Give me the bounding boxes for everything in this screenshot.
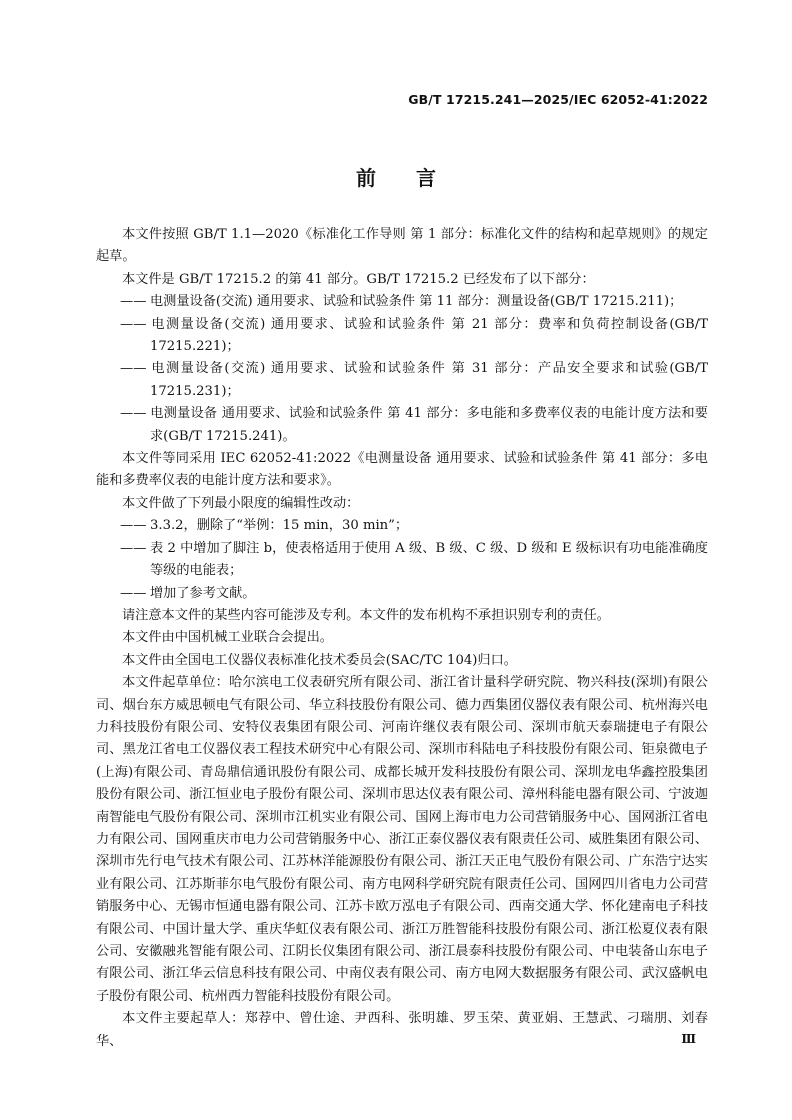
- list-item-part: [96, 358, 708, 403]
- dash-marker: ——: [120, 518, 147, 534]
- list-item-part: [96, 314, 708, 359]
- dash-marker: ——: [120, 406, 147, 422]
- list-item-text: 电测量设备(交流) 通用要求、试验和试验条件 第 21 部分：费率和负荷控制设备(GB/T 17215.221)；: [150, 316, 708, 355]
- dash-marker: ——: [120, 540, 147, 556]
- standard-code-header: GB/T 17215.241—2025/IEC 62052-41:2022: [408, 92, 708, 107]
- dash-marker: ——: [120, 585, 147, 601]
- paragraph-series-parts: 本文件是 GB/T 17215.2 的第 41 部分。GB/T 17215.2 已经发布了以下部分：: [122, 271, 595, 287]
- paragraph-iec-adoption: 本文件等同采用 IEC 62052-41:2022《电测量设备 通用要求、试验和试验条件 第 41 部分：多电能和多费率仪表的电能计度方法和要求》。: [96, 451, 708, 489]
- paragraph-drafting-units: 本文件起草单位：哈尔滨电工仪表研究所有限公司、浙江省计量科学研究院、物兴科技(深圳)有限公司、烟台东方威思顿电气有限公司、华立科技股份有限公司、德力西集团仪器仪表有限公司、杭州海兴电力科技股份有限公司、安特仪表集团有限公司、河南许继仪表有限公司、深圳市航天泰瑞捷电子有限公司、黑龙江省电工仪器仪表工程技术研究中心有限公司、深圳市科陆电子科技股份有限公司、钜泉微电子(上海)有限公司、青岛鼎信通讯股份有限公司、成都长城开发科技股份有限公司、深圳龙电华鑫控股集团股份有限公司、浙江恒业电子股份有限公司、深圳市思达仪表有限公司、漳州科能电器有限公司、宁波迦南智能电气股份有限公司、深圳市江机实业有限公司、国网上海市电力公司营销服务中心、国网浙江省电力有限公司、国网重庆市电力公司营销服务中心、浙江正泰仪器仪表有限责任公司、威胜集团有限公司、深圳市先行电气技术有限公司、江苏林洋能源股份有限公司、浙江天正电气股份有限公司、广东浩宁达实业有限公司、江苏斯菲尔电气股份有限公司、南方电网科学研究院有限责任公司、国网四川省电力公司营销服务中心、无锡市恒通电器有限公司、江苏卡欧万泓电子有限公司、西南交通大学、怀化建南电子科技有限公司、中国计量大学、重庆华虹仪表有限公司、浙江万胜智能科技股份有限公司、浙江松夏仪表有限公司、安徽融兆智能有限公司、江阴长仪集团有限公司、浙江晨泰科技股份有限公司、中电装备山东电子有限公司、浙江华云信息科技有限公司、中南仪表有限公司、南方电网大数据服务有限公司、武汉盛帆电子股份有限公司、杭州西力智能科技股份有限公司。: [96, 675, 708, 1004]
- list-item-text: 电测量设备(交流) 通用要求、试验和试验条件 第 11 部分：测量设备(GB/T 17215.211)；: [150, 294, 683, 310]
- dash-marker: ——: [120, 294, 147, 310]
- paragraph-proposer: 本文件由中国机械工业联合会提出。: [122, 630, 333, 646]
- list-item-part: [96, 291, 708, 313]
- paragraph-committee: 本文件由全国电工仪器仪表标准化技术委员会(SAC/TC 104)归口。: [122, 652, 517, 668]
- page-title: 前言: [356, 166, 476, 190]
- paragraph-main-drafters: 本文件主要起草人：郑荐中、曾仕途、尹西科、张明雄、罗玉荣、黄亚娟、王慧武、刁瑞朋、刘春华、: [96, 1011, 708, 1049]
- dash-marker: ——: [120, 361, 147, 377]
- paragraph-drafting-rules: 本文件按照 GB/T 1.1—2020《标准化工作导则 第 1 部分：标准化文件的结构和起草规则》的规定起草。: [96, 227, 708, 265]
- list-item-text: 电测量设备(交流) 通用要求、试验和试验条件 第 31 部分：产品安全要求和试验(GB/T 17215.231)；: [150, 361, 708, 399]
- page-number: Ⅲ: [681, 1032, 696, 1046]
- list-item-text: 表 2 中增加了脚注 b，使表格适用于使用 A 级、B 级、C 级、D 级和 E 级标识有功电能准确度等级的电能表；: [150, 540, 708, 579]
- list-item-part: [96, 403, 708, 448]
- list-item-change: [96, 515, 708, 537]
- list-item-change: [96, 583, 708, 605]
- list-item-text: 增加了参考文献。: [150, 585, 256, 601]
- list-item-change: [96, 538, 708, 583]
- paragraph-patent-notice: 请注意本文件的某些内容可能涉及专利。本文件的发布机构不承担识别专利的责任。: [122, 607, 610, 623]
- foreword-body: [96, 224, 708, 1053]
- paragraph-editorial-changes: 本文件做了下列最小限度的编辑性改动：: [122, 495, 360, 511]
- dash-marker: ——: [120, 316, 147, 332]
- list-item-text: 3.3.2，删除了“举例：15 min，30 min”；: [150, 518, 409, 534]
- list-item-text: 电测量设备 通用要求、试验和试验条件 第 41 部分：多电能和多费率仪表的电能计度方法和要求(GB/T 17215.241)。: [150, 406, 708, 444]
